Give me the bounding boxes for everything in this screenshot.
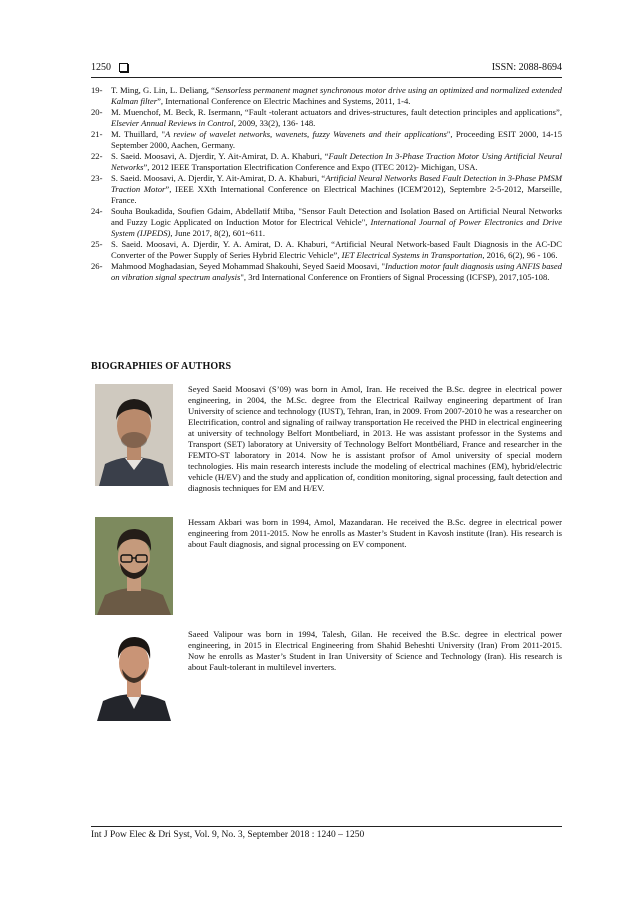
header-left [91,62,128,73]
reference-text: S. Saeid. Moosavi, A. Djerdir, Y. Ait-Amirat, D. A. Khaburi, “Artificial Neural Networks Based Fault Detection in 3-Phase PMSM Traction Motor”, IEEE XXth International Conference on Electrical Machines (ICEM'2012), Septembre 2-5-2012, Marseille, France. [111,173,562,205]
square-bullet-icon [119,63,128,72]
reference-number: 19- [91,85,103,95]
reference-text: T. Ming, G. Lin, L. Deliang, “Sensorless permanent magnet synchronous motor drive using an optimized and normalized extended Kalman filter”, International Conference on Electric Machines and Systems, 2011, 1-4. [111,85,562,106]
header-divider [91,77,562,78]
footer-divider [91,826,562,827]
reference-number: 24- [91,206,103,216]
reference-item [91,151,562,173]
author-photo [95,384,173,486]
reference-item [91,261,562,283]
reference-number: 26- [91,261,103,271]
reference-text: S. Saeid. Moosavi, A. Djerdir, Y. Ait-Amirat, D. A. Khaburi, “Fault Detection In 3-Phase Traction Motor Using Artificial Neural Networks”, 2012 IEEE Transportation Electrification Conference and Expo (ITEC 2012)- Michigan, USA. [111,151,562,172]
reference-item [91,129,562,151]
reference-text: M. Thuillard, "A review of wavelet networks, wavenets, fuzzy Wavenets and their applications", Proceeding ESIT 2000, 14-15 September 2000, Aachen, Germany. [111,129,562,150]
issn-label: ISSN: 2088-8694 [491,61,562,73]
reference-text: Mahmood Moghadasian, Seyed Mohammad Shakouhi, Seyed Saeid Moosavi, "Induction motor fault diagnosis using ANFIS based on vibration signal spectrum analysis", 3rd International Conference on Frontiers of Signal Processing (ICFSP), 2017,105-108. [111,261,562,282]
author-bio-text: Hessam Akbari was born in 1994, Amol, Mazandaran. He received the B.Sc. degree in electrical power engineering from 2011-2015. Now he enrolls as Master’s Student in Kavosh institute (Iran). His research is about Fault diagnosis, and signal processing on EV component. [188,517,562,549]
reference-number: 25- [91,239,103,249]
reference-item [91,107,562,129]
author-photo [95,517,173,615]
reference-item [91,173,562,206]
author-bio-text: Seyed Saeid Moosavi (S’09) was born in Amol, Iran. He received the B.Sc. degree in electrical power engineering, in 2004, the M.Sc. degree from the Electrical Railway engineering department of Iran University of science and technology (IUST), Tehran, Iran, in 2009. From 2007-2010 he was a researcher on Electrification, control and signaling of railway transportation He received the PHD in electrical engineering at university of technology Belfort Montbeliard, in 2013. He was assistant professor in the Systems and Transport (SET) laboratory at University of Technology Belfort Montbéliard, France and researcher in the FEMTO-ST laboratory in 2014. Now he is assistant profsor of Amol university of special modern technologies. His main research interests include the modeling of electrical machines (EM), hybrid/electric vehicle (H/EV) and the study and application of, condition monitoring, signal processing, fault detection and diagnosis techniques for EM and H/EV. [188,384,562,493]
reference-text: S. Saeid. Moosavi, A. Djerdir, Y. A. Amirat, D. A. Khaburi, “Artificial Neural Network-based Fault Diagnosis in the AC-DC Converter of the Power Supply of Series Hybrid Electric Vehicle”, IET Electrical Systems in Transportation, 2016, 6(2), 96 - 106. [111,239,562,260]
page-footer: Int J Pow Elec & Dri Syst, Vol. 9, No. 3, September 2018 : 1240 – 1250 [91,830,365,840]
reference-number: 21- [91,129,103,139]
reference-item [91,239,562,261]
reference-text: M. Muenchof, M. Beck, R. Isermann, “Fault -tolerant actuators and drives-structures, fault detection principles and applications”, Elsevier Annual Reviews in Control, 2009, 33(2), 136- 148. [111,107,562,128]
biographies-heading: BIOGRAPHIES OF AUTHORS [91,361,232,372]
reference-number: 20- [91,107,103,117]
reference-number: 22- [91,151,103,161]
page-header [91,60,562,74]
reference-list [91,85,562,283]
reference-text: Souha Boukadida, Soufien Gdaim, Abdellatif Mtiba, "Sensor Fault Detection and Isolation Based on Artificial Neural Networks and Fuzzy Logic Applicated on Induction Motor for Electrical Vehicle", International Journal of Power Electronics and Drive System (IJPEDS), June 2017, 8(2), 601~611. [111,206,563,238]
reference-number: 23- [91,173,103,183]
author-photo [95,629,173,721]
reference-item [91,206,562,239]
author-bio-text: Saeed Valipour was born in 1994, Talesh, Gilan. He received the B.Sc. degree in electrical power engineering, in 2015 in Electrical Engineering from Shahid Beheshti University (Iran) From 2011-2015. Now he enrolls as Master’s Student in Iran University of Science and Technology (Iran). His research is about Fault-tolerant in multilevel inverters. [188,629,562,672]
reference-item [91,85,562,107]
page-number: 1250 [91,61,111,73]
